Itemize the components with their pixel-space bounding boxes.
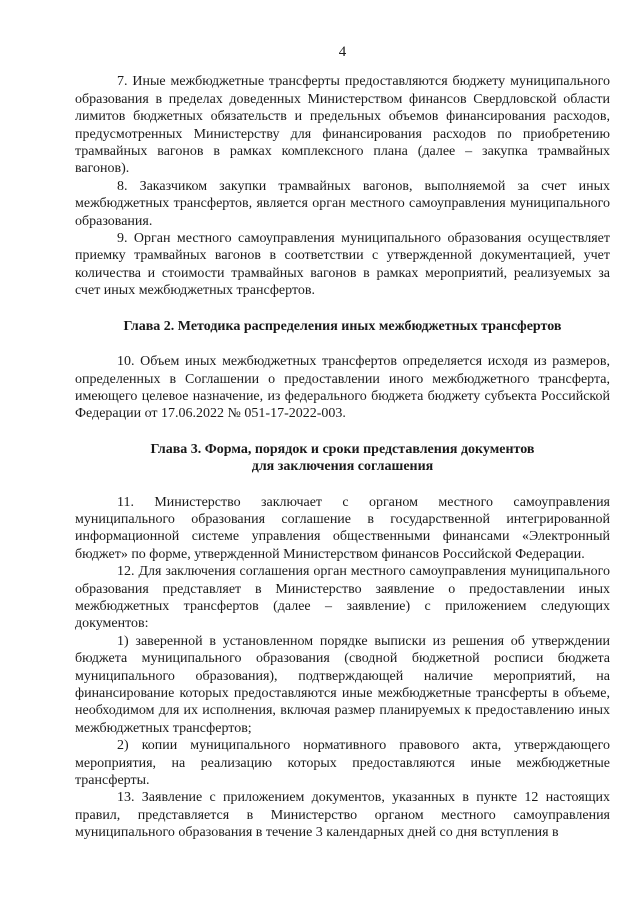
chapter-2-heading: Глава 2. Методика распределения иных межбюджетных трансфертов bbox=[123, 318, 562, 334]
page-number: 4 bbox=[338, 44, 347, 60]
chapter-3-heading bbox=[75, 441, 610, 476]
paragraph-13: 13. Заявление с приложением документов, указанных в пункте 12 настоящих правил, представляется в Министерство органом местного самоуправления муниципального образования в течение 3 календарных дней со дня вступления в bbox=[75, 790, 610, 841]
paragraph-12: 12. Для заключения соглашения орган местного самоуправления муниципального образования представляет в Министерство заявление о предоставлении иных межбюджетных трансфертов (далее – заявление) с приложением следующих документов: bbox=[75, 564, 610, 632]
paragraph-7: 7. Иные межбюджетные трансферты предоставляются бюджету муниципального образования в пределах доведенных Министерством финансов Свердловской области лимитов бюджетных обязательств и предельных объемов финансирования расходов, предусмотренных Министерству для финансирования расходов по приобретению трамвайных вагонов в рамках комплексного плана (далее – закупка трамвайных вагонов). bbox=[75, 74, 610, 177]
document-page bbox=[75, 44, 610, 842]
paragraph-12-item-1: 1) заверенной в установленном порядке выписки из решения об утверждении бюджета муниципального образования (сводной бюджетной росписи бюджета муниципального образования), подтверждающей наличие мероприятий, на финансирование которых предоставляются иные межбюджетные трансферты в объеме, необходимом для их исполнения, включая размер планируемых к предоставлению иных межбюджетных трансфертов; bbox=[75, 633, 610, 736]
chapter-3-heading-line-2: для заключения соглашения bbox=[251, 459, 434, 475]
chapter-3-heading-line-1: Глава 3. Форма, порядок и сроки представления документов bbox=[150, 441, 535, 457]
paragraph-9: 9. Орган местного самоуправления муниципального образования осуществляет приемку трамвайных вагонов в соответствии с утвержденной документацией, учет количества и стоимости трамвайных вагонов в рамках мероприятий, реализуемых за счет иных межбюджетных трансфертов. bbox=[75, 231, 610, 299]
paragraph-10: 10. Объем иных межбюджетных трансфертов определяется исходя из размеров, определенных в Соглашении о предоставлении иного межбюджетного трансферта, имеющего целевое назначение, из федерального бюджета бюджету субъекта Российской Федерации от 17.06.2022 № 051-17-2022-003. bbox=[75, 354, 610, 422]
paragraph-8: 8. Заказчиком закупки трамвайных вагонов, выполняемой за счет иных межбюджетных трансфертов, является орган местного самоуправления муниципального образования. bbox=[75, 178, 610, 229]
paragraph-12-item-2: 2) копии муниципального нормативного правового акта, утверждающего мероприятия, на реализацию которых предоставляются иные межбюджетные трансферты. bbox=[75, 738, 610, 789]
paragraph-11: 11. Министерство заключает с органом местного самоуправления муниципального образования соглашение в государственной интегрированной информационной системе управления общественными финансами «Электронный бюджет» по форме, утвержденной Министерством финансов Российской Федерации. bbox=[75, 494, 610, 562]
